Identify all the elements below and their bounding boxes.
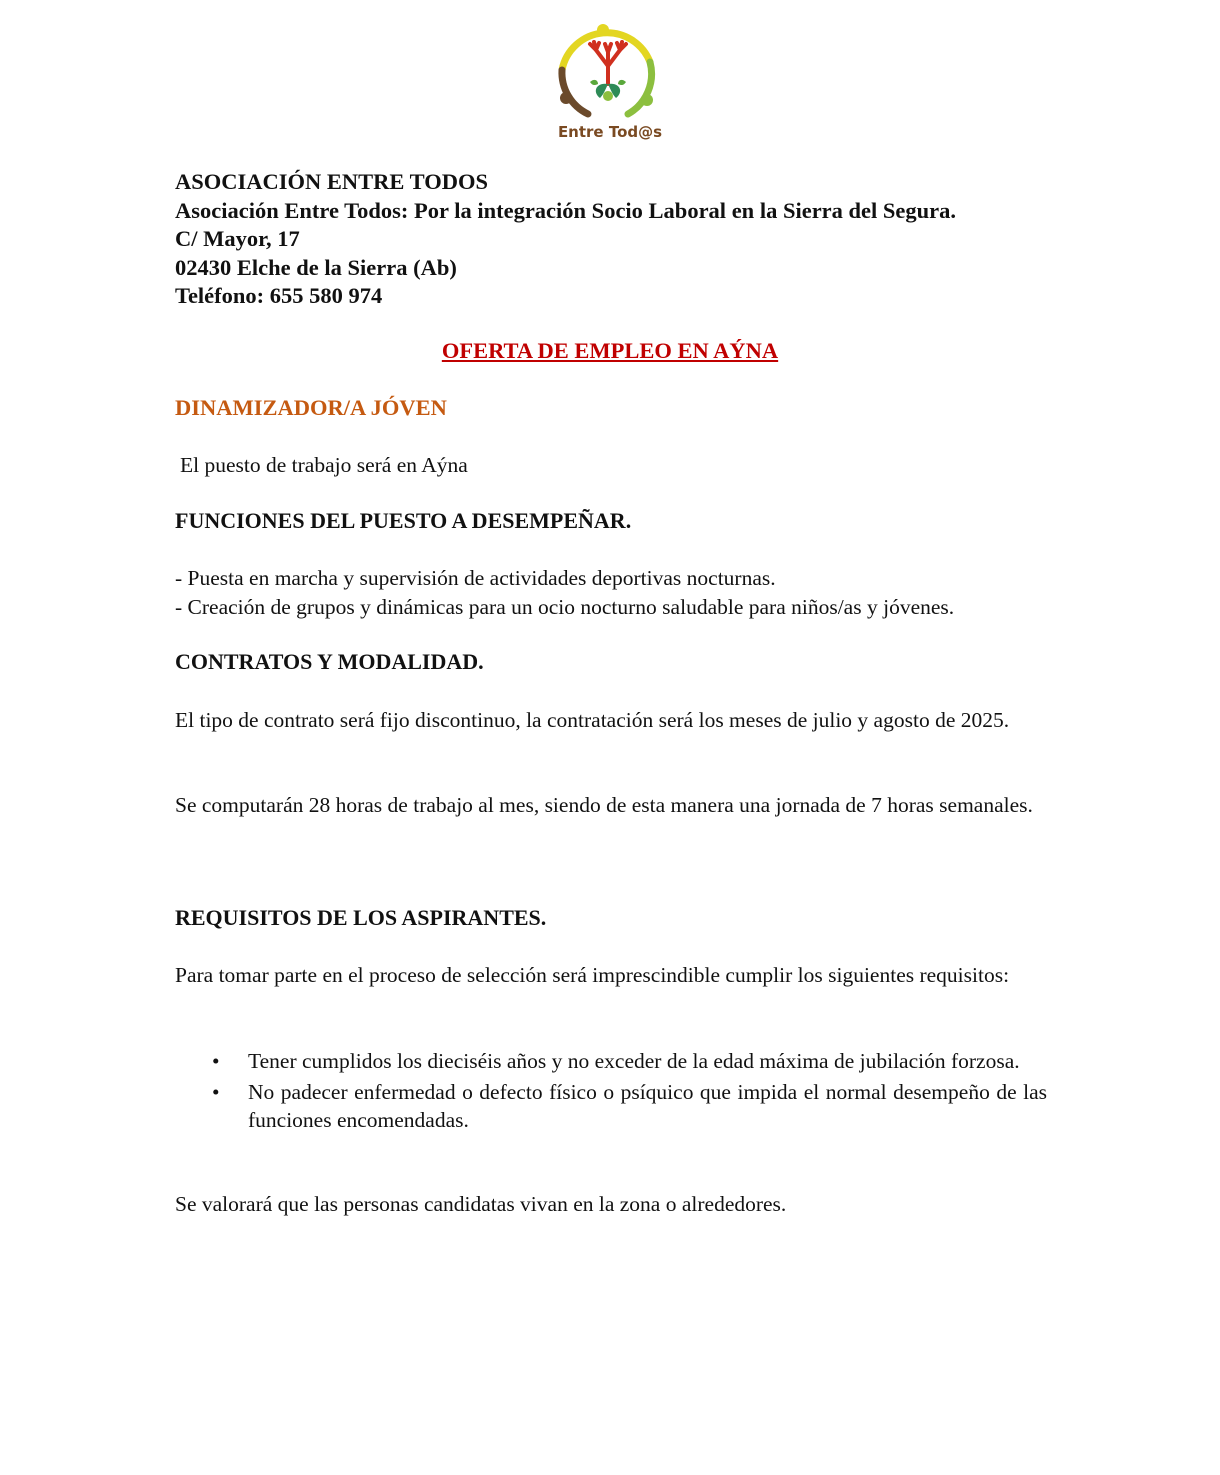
organization-city: 02430 Elche de la Sierra (Ab) xyxy=(175,254,457,280)
requirement-text: No padecer enfermedad o defecto físico o psíquico que impida el normal desempeño de las funciones encomendadas. xyxy=(248,1079,1047,1132)
logo-caption: Entre Tod@s xyxy=(557,123,663,141)
requirements-heading: REQUISITOS DE LOS ASPIRANTES. xyxy=(175,905,547,930)
requirements-closing: Se valorará que las personas candidatas vivan en la zona o alrededores. xyxy=(175,1192,787,1216)
requirement-item xyxy=(175,1047,1047,1076)
requirement-item xyxy=(175,1078,1047,1135)
requirements-list xyxy=(175,1047,1047,1137)
job-location: El puesto de trabajo será en Aýna xyxy=(180,453,468,477)
organization-full-name: Asociación Entre Todos: Por la integración Socio Laboral en la Sierra del Segura. xyxy=(175,197,957,223)
requirements-intro: Para tomar parte en el proceso de selección será imprescindible cumplir los siguientes requisitos: xyxy=(175,963,1010,987)
requirement-text: Tener cumplidos los dieciséis años y no exceder de la edad máxima de jubilación forzosa. xyxy=(248,1049,1020,1073)
bullet-icon: • xyxy=(212,1049,220,1073)
organization-address: C/ Mayor, 17 xyxy=(175,226,300,251)
contract-type-paragraph: El tipo de contrato será fijo discontinuo, la contratación será los meses de julio y agosto de 2025. xyxy=(175,708,1010,732)
organization-name: ASOCIACIÓN ENTRE TODOS xyxy=(175,169,489,194)
offer-title: OFERTA DE EMPLEO EN AÝNA xyxy=(441,338,779,363)
contract-heading: CONTRATOS Y MODALIDAD. xyxy=(175,649,484,674)
function-item: - Creación de grupos y dinámicas para un ocio nocturno saludable para niños/as y jóvenes. xyxy=(175,594,955,619)
organization-phone: Teléfono: 655 580 974 xyxy=(175,283,383,308)
contract-hours-paragraph: Se computarán 28 horas de trabajo al mes, siendo de esta manera una jornada de 7 horas semanales. xyxy=(175,793,1033,817)
job-title: DINAMIZADOR/A JÓVEN xyxy=(175,395,447,420)
organization-header xyxy=(175,168,1055,311)
bullet-icon: • xyxy=(212,1079,220,1104)
functions-list xyxy=(175,564,1047,621)
entre-todos-logo xyxy=(550,22,666,144)
function-item: - Puesta en marcha y supervisión de actividades deportivas nocturnas. xyxy=(175,566,776,590)
functions-heading: FUNCIONES DEL PUESTO A DESEMPEÑAR. xyxy=(175,508,632,533)
